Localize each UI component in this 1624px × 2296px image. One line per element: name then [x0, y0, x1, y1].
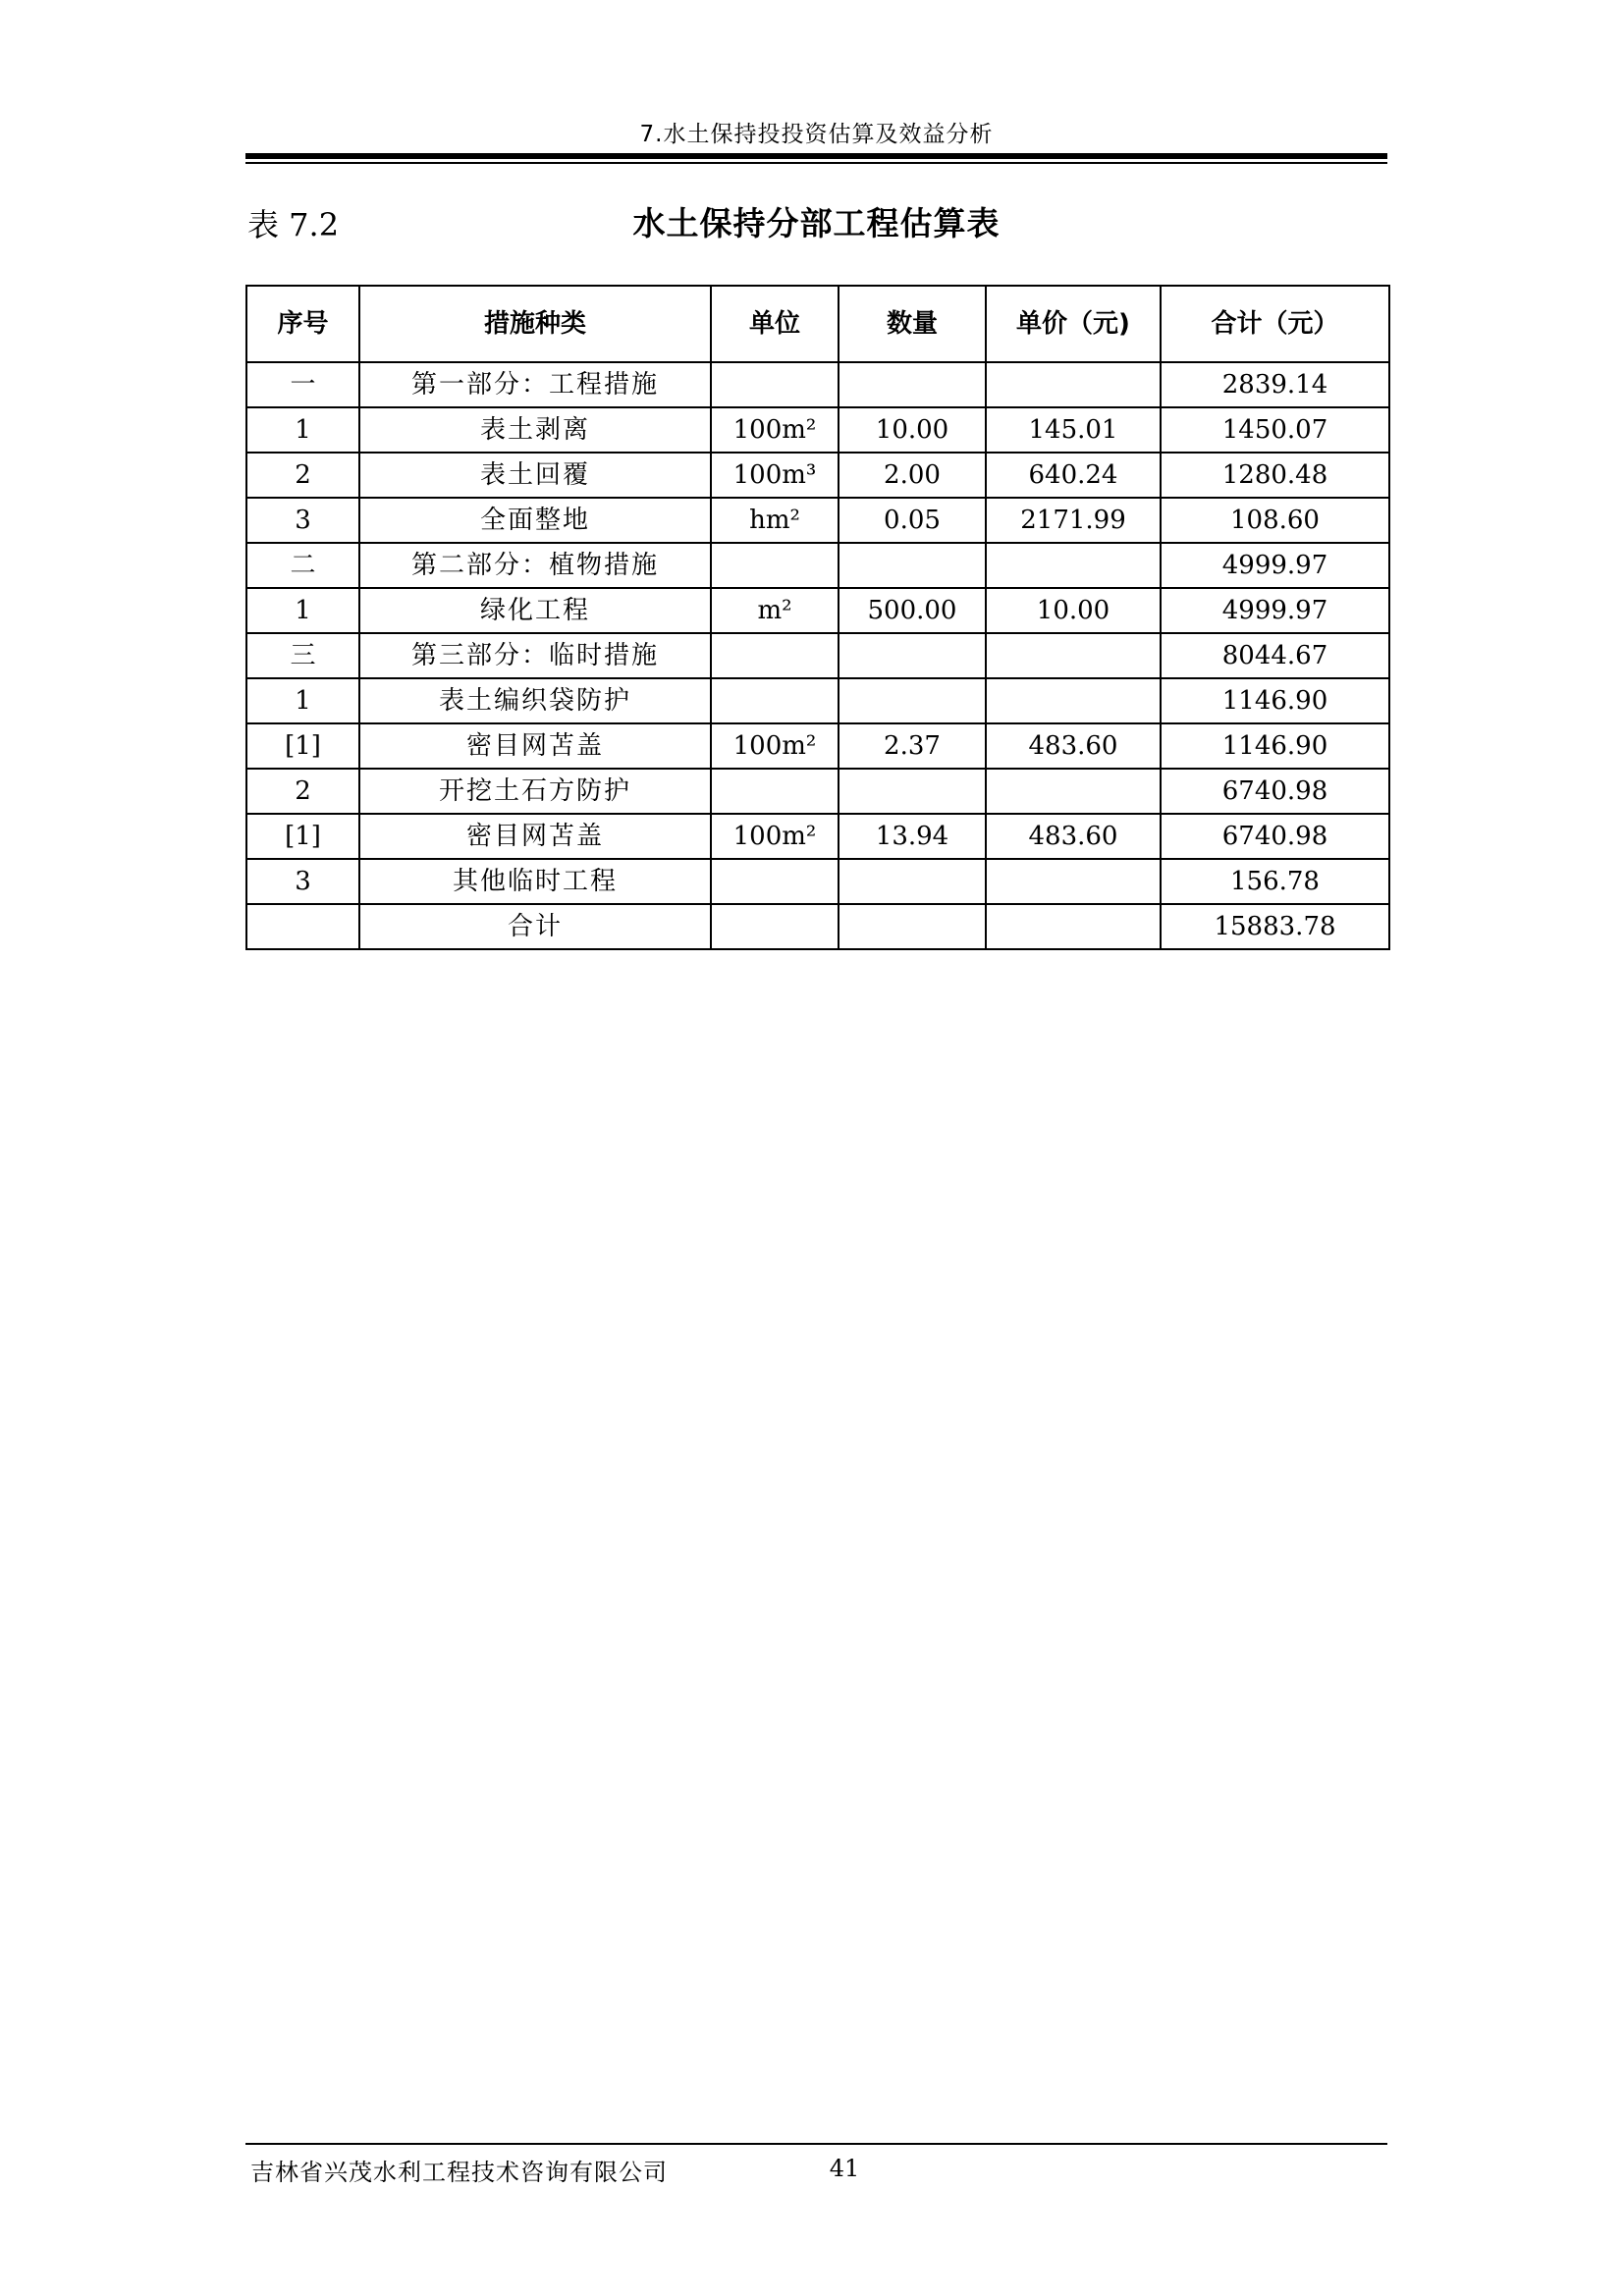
cell-total: 1450.07	[1161, 407, 1389, 453]
cell-unit-price: 145.01	[986, 407, 1161, 453]
cell-measure: 开挖土石方防护	[359, 769, 711, 814]
cell-quantity: 2.37	[839, 723, 986, 769]
table-row	[246, 588, 1389, 633]
cell-no: 1	[246, 407, 359, 453]
cell-no	[246, 904, 359, 949]
cell-measure: 第三部分：临时措施	[359, 633, 711, 678]
cell-total: 1146.90	[1161, 723, 1389, 769]
table-row	[246, 904, 1389, 949]
cell-no: 一	[246, 362, 359, 407]
cell-total: 4999.97	[1161, 543, 1389, 588]
cell-quantity	[839, 543, 986, 588]
cell-unit	[711, 859, 839, 904]
cell-unit-price	[986, 904, 1161, 949]
table-row	[246, 633, 1389, 678]
cell-unit-price	[986, 633, 1161, 678]
cell-unit: 100m²	[711, 407, 839, 453]
cell-measure: 其他临时工程	[359, 859, 711, 904]
cell-unit-price: 640.24	[986, 453, 1161, 498]
table-row	[246, 498, 1389, 543]
table-number: 表 7.2	[247, 206, 340, 243]
cell-no: 1	[246, 678, 359, 723]
cell-no: [1]	[246, 814, 359, 859]
header-rule-thin	[245, 162, 1387, 164]
cell-quantity	[839, 904, 986, 949]
cell-unit-price	[986, 543, 1161, 588]
header-rule-thick	[245, 153, 1387, 159]
cell-measure: 全面整地	[359, 498, 711, 543]
cell-measure: 表土回覆	[359, 453, 711, 498]
cell-measure: 绿化工程	[359, 588, 711, 633]
cell-no: [1]	[246, 723, 359, 769]
table-header-row	[246, 286, 1389, 362]
cell-total: 6740.98	[1161, 769, 1389, 814]
cell-measure: 第二部分：植物措施	[359, 543, 711, 588]
cell-unit: 100m²	[711, 814, 839, 859]
footer-company: 吉林省兴茂水利工程技术咨询有限公司	[250, 2159, 668, 2186]
cell-no: 1	[246, 588, 359, 633]
page-number: 41	[829, 2155, 860, 2182]
cell-unit	[711, 543, 839, 588]
table-row	[246, 407, 1389, 453]
cell-total: 6740.98	[1161, 814, 1389, 859]
cell-quantity	[839, 859, 986, 904]
cell-total: 1146.90	[1161, 678, 1389, 723]
column-header-unit-price: 单价（元)	[986, 286, 1161, 362]
cell-no: 3	[246, 498, 359, 543]
cell-unit-price	[986, 769, 1161, 814]
table-title: 水土保持分部工程估算表	[632, 204, 1001, 242]
cell-unit-price	[986, 859, 1161, 904]
cell-unit	[711, 769, 839, 814]
table-row	[246, 769, 1389, 814]
cell-unit	[711, 362, 839, 407]
cell-total: 2839.14	[1161, 362, 1389, 407]
cell-measure: 表土剥离	[359, 407, 711, 453]
cell-total: 108.60	[1161, 498, 1389, 543]
cell-quantity	[839, 362, 986, 407]
cell-no: 三	[246, 633, 359, 678]
cell-measure: 密目网苫盖	[359, 814, 711, 859]
table-row	[246, 543, 1389, 588]
cell-quantity	[839, 769, 986, 814]
cell-measure: 合计	[359, 904, 711, 949]
cell-no: 2	[246, 769, 359, 814]
running-header: 7.水土保持投投资估算及效益分析	[639, 122, 994, 147]
estimate-table	[245, 285, 1390, 950]
cell-unit-price: 483.60	[986, 814, 1161, 859]
cell-unit-price	[986, 362, 1161, 407]
cell-measure: 表土编织袋防护	[359, 678, 711, 723]
cell-unit: hm²	[711, 498, 839, 543]
cell-unit-price	[986, 678, 1161, 723]
cell-unit-price: 10.00	[986, 588, 1161, 633]
footer-rule	[245, 2143, 1387, 2145]
cell-measure: 密目网苫盖	[359, 723, 711, 769]
cell-unit	[711, 678, 839, 723]
cell-measure: 第一部分：工程措施	[359, 362, 711, 407]
cell-quantity: 13.94	[839, 814, 986, 859]
cell-total: 15883.78	[1161, 904, 1389, 949]
cell-no: 二	[246, 543, 359, 588]
cell-quantity: 10.00	[839, 407, 986, 453]
table-row	[246, 859, 1389, 904]
cell-unit	[711, 633, 839, 678]
cell-total: 8044.67	[1161, 633, 1389, 678]
cell-total: 1280.48	[1161, 453, 1389, 498]
column-header-quantity: 数量	[839, 286, 986, 362]
cell-quantity: 500.00	[839, 588, 986, 633]
cell-unit: 100m³	[711, 453, 839, 498]
table-row	[246, 362, 1389, 407]
cell-total: 156.78	[1161, 859, 1389, 904]
cell-quantity: 2.00	[839, 453, 986, 498]
cell-unit-price: 483.60	[986, 723, 1161, 769]
table-row	[246, 814, 1389, 859]
cell-no: 3	[246, 859, 359, 904]
column-header-no: 序号	[246, 286, 359, 362]
cell-total: 4999.97	[1161, 588, 1389, 633]
cell-quantity	[839, 633, 986, 678]
cell-unit: 100m²	[711, 723, 839, 769]
column-header-measure: 措施种类	[359, 286, 711, 362]
cell-unit: m²	[711, 588, 839, 633]
cell-no: 2	[246, 453, 359, 498]
cell-quantity: 0.05	[839, 498, 986, 543]
column-header-unit: 单位	[711, 286, 839, 362]
table-row	[246, 723, 1389, 769]
cell-unit	[711, 904, 839, 949]
table-row	[246, 453, 1389, 498]
cell-quantity	[839, 678, 986, 723]
table-row	[246, 678, 1389, 723]
column-header-total: 合计（元）	[1161, 286, 1389, 362]
cell-unit-price: 2171.99	[986, 498, 1161, 543]
